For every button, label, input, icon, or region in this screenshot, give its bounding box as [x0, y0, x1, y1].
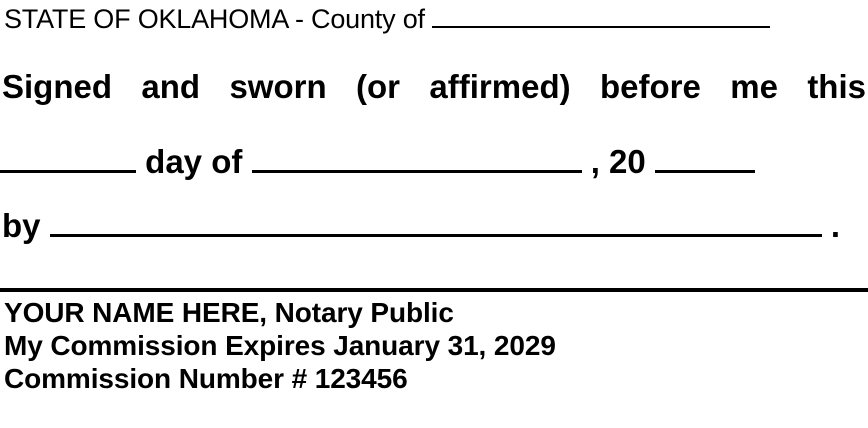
- notary-details-block: [4, 296, 868, 395]
- signature-rule: [0, 288, 868, 292]
- commission-expires-line: My Commission Expires January 31, 2029: [4, 330, 556, 361]
- day-of-line: [0, 140, 866, 181]
- sworn-statement-line: Signed and sworn (or affirmed) before me this: [2, 68, 866, 105]
- county-blank: [432, 2, 770, 28]
- by-line: [2, 204, 866, 245]
- day-of-label: day of: [145, 143, 243, 180]
- period-label: .: [830, 207, 841, 244]
- state-county-line: [4, 2, 868, 35]
- signer-name-blank: [50, 204, 822, 237]
- commission-number-line: Commission Number # 123456: [4, 363, 408, 394]
- year-blank: [655, 140, 755, 173]
- state-county-label: STATE OF OKLAHOMA - County of: [4, 4, 433, 34]
- by-label: by: [2, 207, 41, 244]
- comma-twenty-label: , 20: [590, 143, 646, 180]
- notary-name-line: YOUR NAME HERE, Notary Public: [4, 297, 454, 328]
- day-blank: [0, 140, 136, 173]
- month-blank: [252, 140, 582, 173]
